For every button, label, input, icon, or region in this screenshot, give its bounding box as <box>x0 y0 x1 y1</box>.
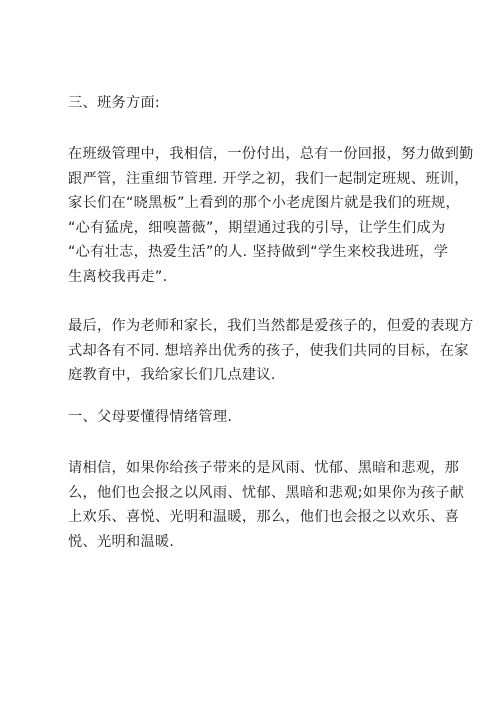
text-line: 庭教育中，我给家长们几点建议. <box>68 367 276 383</box>
text-line: 三、班务方面: <box>68 95 161 111</box>
text-line: “心有猛虎，细嗅蔷薇”，期望通过我的引导，让学生们成为 <box>68 219 446 236</box>
text-line: 家长们在“晓黑板”上看到的那个小老虎图片就是我们的班规， <box>68 195 460 211</box>
text-line: 悦、光明和温暖. <box>68 533 175 550</box>
text-line: 式却各有不同. 想培养出优秀的孩子，使我们共同的目标，在家 <box>68 342 469 359</box>
point-one-heading <box>68 405 440 430</box>
paragraph-class-management <box>68 142 474 289</box>
text-line: 跟严管，注重细节管理. 开学之初，我们一起制定班规、班训， <box>68 170 469 187</box>
text-line: “心有壮志，热爱生活”的人. 坚持做到“学生来校我进班，学 <box>68 244 449 260</box>
text-line: 在班级管理中，我相信，一份付出，总有一份回报，努力做到勤 <box>68 146 474 162</box>
text-line: 一、父母要懂得情绪管理. <box>68 409 233 425</box>
text-line: 生离校我再走”. <box>68 268 168 285</box>
paragraph-emotion-management <box>68 456 465 554</box>
text-line: 请相信，如果你给孩子带来的是风雨、忧郁、黑暗和悲观，那 <box>68 460 460 476</box>
text-line: 最后，作为老师和家长，我们当然都是爱孩子的，但爱的表现方 <box>68 318 474 334</box>
section-three-heading <box>68 91 440 116</box>
text-line: 上欢乐、喜悦、光明和温暖，那么，他们也会报之以欢乐、喜 <box>68 509 460 525</box>
text-line: 么，他们也会报之以风雨、忧郁、黑暗和悲观;如果你为孩子献 <box>68 484 465 501</box>
paragraph-finally <box>68 314 474 388</box>
